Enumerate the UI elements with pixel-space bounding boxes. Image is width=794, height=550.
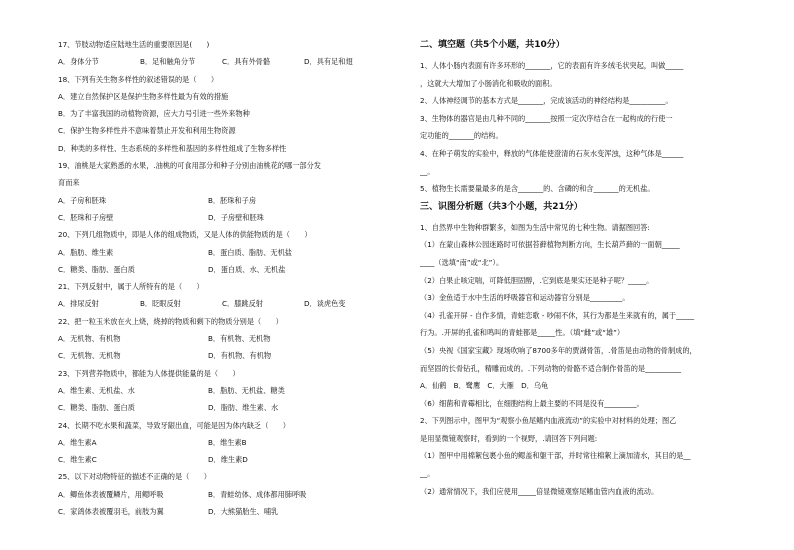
option-a: A．排尿反射 <box>58 299 99 309</box>
option-a: A．无机物、有机物 <box>58 334 121 344</box>
option-d: D．有机物、有机物 <box>208 351 272 361</box>
option-b: B．足和触角分节 <box>140 57 196 67</box>
figure-line: 而坚固的长骨钻孔，精雕而成的。.下列动物的骨骼不适合制作骨笛的是__________ <box>420 363 682 373</box>
question-17-options <box>58 57 388 74</box>
option-d: D．维生素D <box>208 455 248 465</box>
question-19-stem: 19、油桃是大家熟悉的水果，.油桃的可食用部分和种子分别由油桃花的哪一部分发 <box>58 161 321 171</box>
question-20-options-row2 <box>58 265 388 282</box>
fill-line: 1、人体小肠内表面有许多环形的_______，它的表面有许多绒毛状突起，叫做_____ <box>420 61 684 70</box>
question-25-options-row2 <box>58 507 388 524</box>
question-24-options-row2 <box>58 455 388 472</box>
question-19-options-row2 <box>58 213 388 230</box>
option-d: D．种类的多样性、生态系统的多样性和基因的多样性组成了生物多样性 <box>58 143 287 153</box>
option-c: C．糖类、脂肪、蛋白质 <box>58 403 135 413</box>
question-24-options-row1 <box>58 438 388 455</box>
figure-line: （1）图甲中用棉絮包裹小鱼的鳃盖和躯干部，并时常往棉絮上滴加清水，其目的是__ <box>420 451 691 461</box>
figure-line: __。 <box>420 469 435 479</box>
left-column <box>58 40 388 524</box>
figure-line: 行为。.开屏的孔雀和鸣叫的青蛙都是_____性。（填“雌”或“雄”） <box>420 328 625 338</box>
question-25-options-row1 <box>58 490 388 507</box>
option-b: B．维生素B <box>208 437 247 447</box>
option-c: C．无机物、无机物 <box>58 351 121 361</box>
option-c: C．家鸽体表被覆羽毛，前肢为翼 <box>58 507 164 517</box>
question-21-options <box>58 299 388 316</box>
question-17-stem: 17、节肢动物适应陆地生活的重要原因是( ) <box>58 40 210 49</box>
option-c: C．维生素C <box>58 455 97 465</box>
option-d: D．子房壁和胚珠 <box>208 212 264 222</box>
question-25-stem: 25、以下对动物特征的描述不正确的是（ ） <box>58 472 211 482</box>
fill-blank-section-title: 二、填空题（共5个小题，共10分） <box>420 40 565 50</box>
option-d: D．谈虎色变 <box>304 299 346 309</box>
option-a: A．维生素A <box>58 437 97 447</box>
figure-line: （2）白果止咳定喘，可降低胆固醇，.它到底是果实还是种子呢？_____。 <box>420 275 654 285</box>
figure-line: 1、自然界中生物种群繁多，如图为生活中常见的七种生物。请据图回答: <box>420 222 650 232</box>
figure-line: （1）在蒙山森林公园迷路时可依据苔藓植物判断方向，生长葫芦藓的一面朝_____ <box>420 240 680 250</box>
question-19-options-row1 <box>58 196 388 213</box>
question-23-options-row1 <box>58 386 388 403</box>
option-a: A．维生素、无机盐、水 <box>58 385 135 395</box>
figure-line: ____（选填“南”或“北”）。 <box>420 257 504 267</box>
option-b: B．胚珠和子房 <box>208 195 257 205</box>
option-c: C．保护生物多样性并不意味着禁止开发和利用生物资源 <box>58 126 236 136</box>
figure-line: （2）通常情况下，我们应使用_____倍显微镜观察尾鳍血管内血液的流动。 <box>420 486 659 496</box>
option-a: A．身体分节 <box>58 57 99 67</box>
question-20-options-row1 <box>58 248 388 265</box>
fill-line: 3、生物体的器官是由几种不同的_______按照一定次序结合在一起构成的行使一 <box>420 113 673 123</box>
option-a: A．子房和胚珠 <box>58 195 107 205</box>
figure-line: 2、下列图示中，图甲为“观察小鱼尾鳍内血液流动”的实验中对材料的处理；图乙 <box>420 416 677 426</box>
option-b: B．为了丰富我国的动植物资源，应大力号引进一些外来物种 <box>58 109 250 119</box>
question-23-options-row2 <box>58 403 388 420</box>
option-b: B．蛋白质、脂肪、无机盐 <box>208 247 292 257</box>
question-21-stem: 21、下列反射中，属于人所特有的是（ ） <box>58 282 204 292</box>
question-22-options-row2 <box>58 351 388 368</box>
fill-line: __。 <box>420 166 435 176</box>
figure-line: （5）央视《国家宝藏》现场吹响了8700多年的贾湖骨笛，.骨笛是由动物的骨制成的， <box>420 345 697 355</box>
figure-line: （4）孔雀开屏 - 自作多情，青蛙恋歌 - 吵闹不休，其行为都是生来就有的，属于_____ <box>420 310 695 320</box>
question-18-stem: 18、下列有关生物多样性的叙述错误的是（ ） <box>58 74 219 84</box>
fill-line: 2、人体神经调节的基本方式是_______，完成该活动的神经结构是__________。 <box>420 96 673 106</box>
option-d: D．脂肪、维生素、水 <box>208 403 279 413</box>
option-d: D．蛋白质、水、无机盐 <box>208 264 286 274</box>
figure-line: 是用显微镜观察时，看到的一个视野，.请回答下列问题: <box>420 433 598 443</box>
option-d: D．具有足和翅 <box>304 57 353 67</box>
fill-line: 定功能的_______的结构。 <box>420 131 503 141</box>
question-20-stem: 20、下列几组物质中，即是人体的组成物质，又是人体的供能物质的是（ ） <box>58 230 312 240</box>
option-a: A．脂肪、维生素 <box>58 247 114 257</box>
option-b: B．青蛙幼体、成体都用肺呼吸 <box>208 489 307 499</box>
option-c: C．胚珠和子房壁 <box>58 212 114 222</box>
question-19-stem-cont: 育而来 <box>58 178 80 188</box>
option-c: C．具有外骨骼 <box>222 57 271 67</box>
option-b: B．眨眼反射 <box>140 299 181 309</box>
fill-line: 5、植物生长需要量最多的是含_______的、含磷的和含_______的无机盐。 <box>420 184 655 194</box>
question-23-stem: 23、下列营养物质中，都能为人体提供能量的是（ ） <box>58 368 240 378</box>
option-b: B．脂肪、无机盐、糖类 <box>208 385 285 395</box>
option-a: A．鲫鱼体表被覆鳞片，用鳃呼吸 <box>58 489 164 499</box>
option-b: B．有机物、无机物 <box>208 334 271 344</box>
question-24-stem: 24、长期不吃水果和蔬菜，导致牙龈出血，可能是因为体内缺乏（ ） <box>58 420 290 430</box>
fill-line: ，这就大大增加了小肠消化和吸收的面积。 <box>420 78 557 88</box>
fill-line: 4、在种子萌发的实验中，释放的气体能使澄清的石灰水变浑浊，这种气体是______ <box>420 148 684 158</box>
option-c: C．糖类、脂肪、蛋白质 <box>58 264 135 274</box>
option-a: A．建立自然保护区是保护生物多样性最为有效的措施 <box>58 91 229 101</box>
figure-analysis-section-title: 三、识图分析题（共3个小题，共21分） <box>420 201 583 212</box>
option-c: C．膝跳反射 <box>222 299 263 309</box>
figure-line: A．仙鹤 B．鹭鹰 C．大雁 D．乌龟 <box>420 381 549 391</box>
question-22-options-row1 <box>58 334 388 351</box>
figure-line: （6）细菌和青霉相比，在细胞结构上最主要的不同是没有_________。 <box>420 398 644 408</box>
right-column <box>420 40 750 504</box>
question-22-stem: 22、把一粒玉米放在火上烧，烧掉的物质和剩下的物质分别是（ ） <box>58 316 283 326</box>
figure-line: （3）金鱼适于水中生活的呼吸器官和运动器官分别是_________。 <box>420 293 630 303</box>
option-d: D．大熊猫胎生、哺乳 <box>208 507 279 517</box>
